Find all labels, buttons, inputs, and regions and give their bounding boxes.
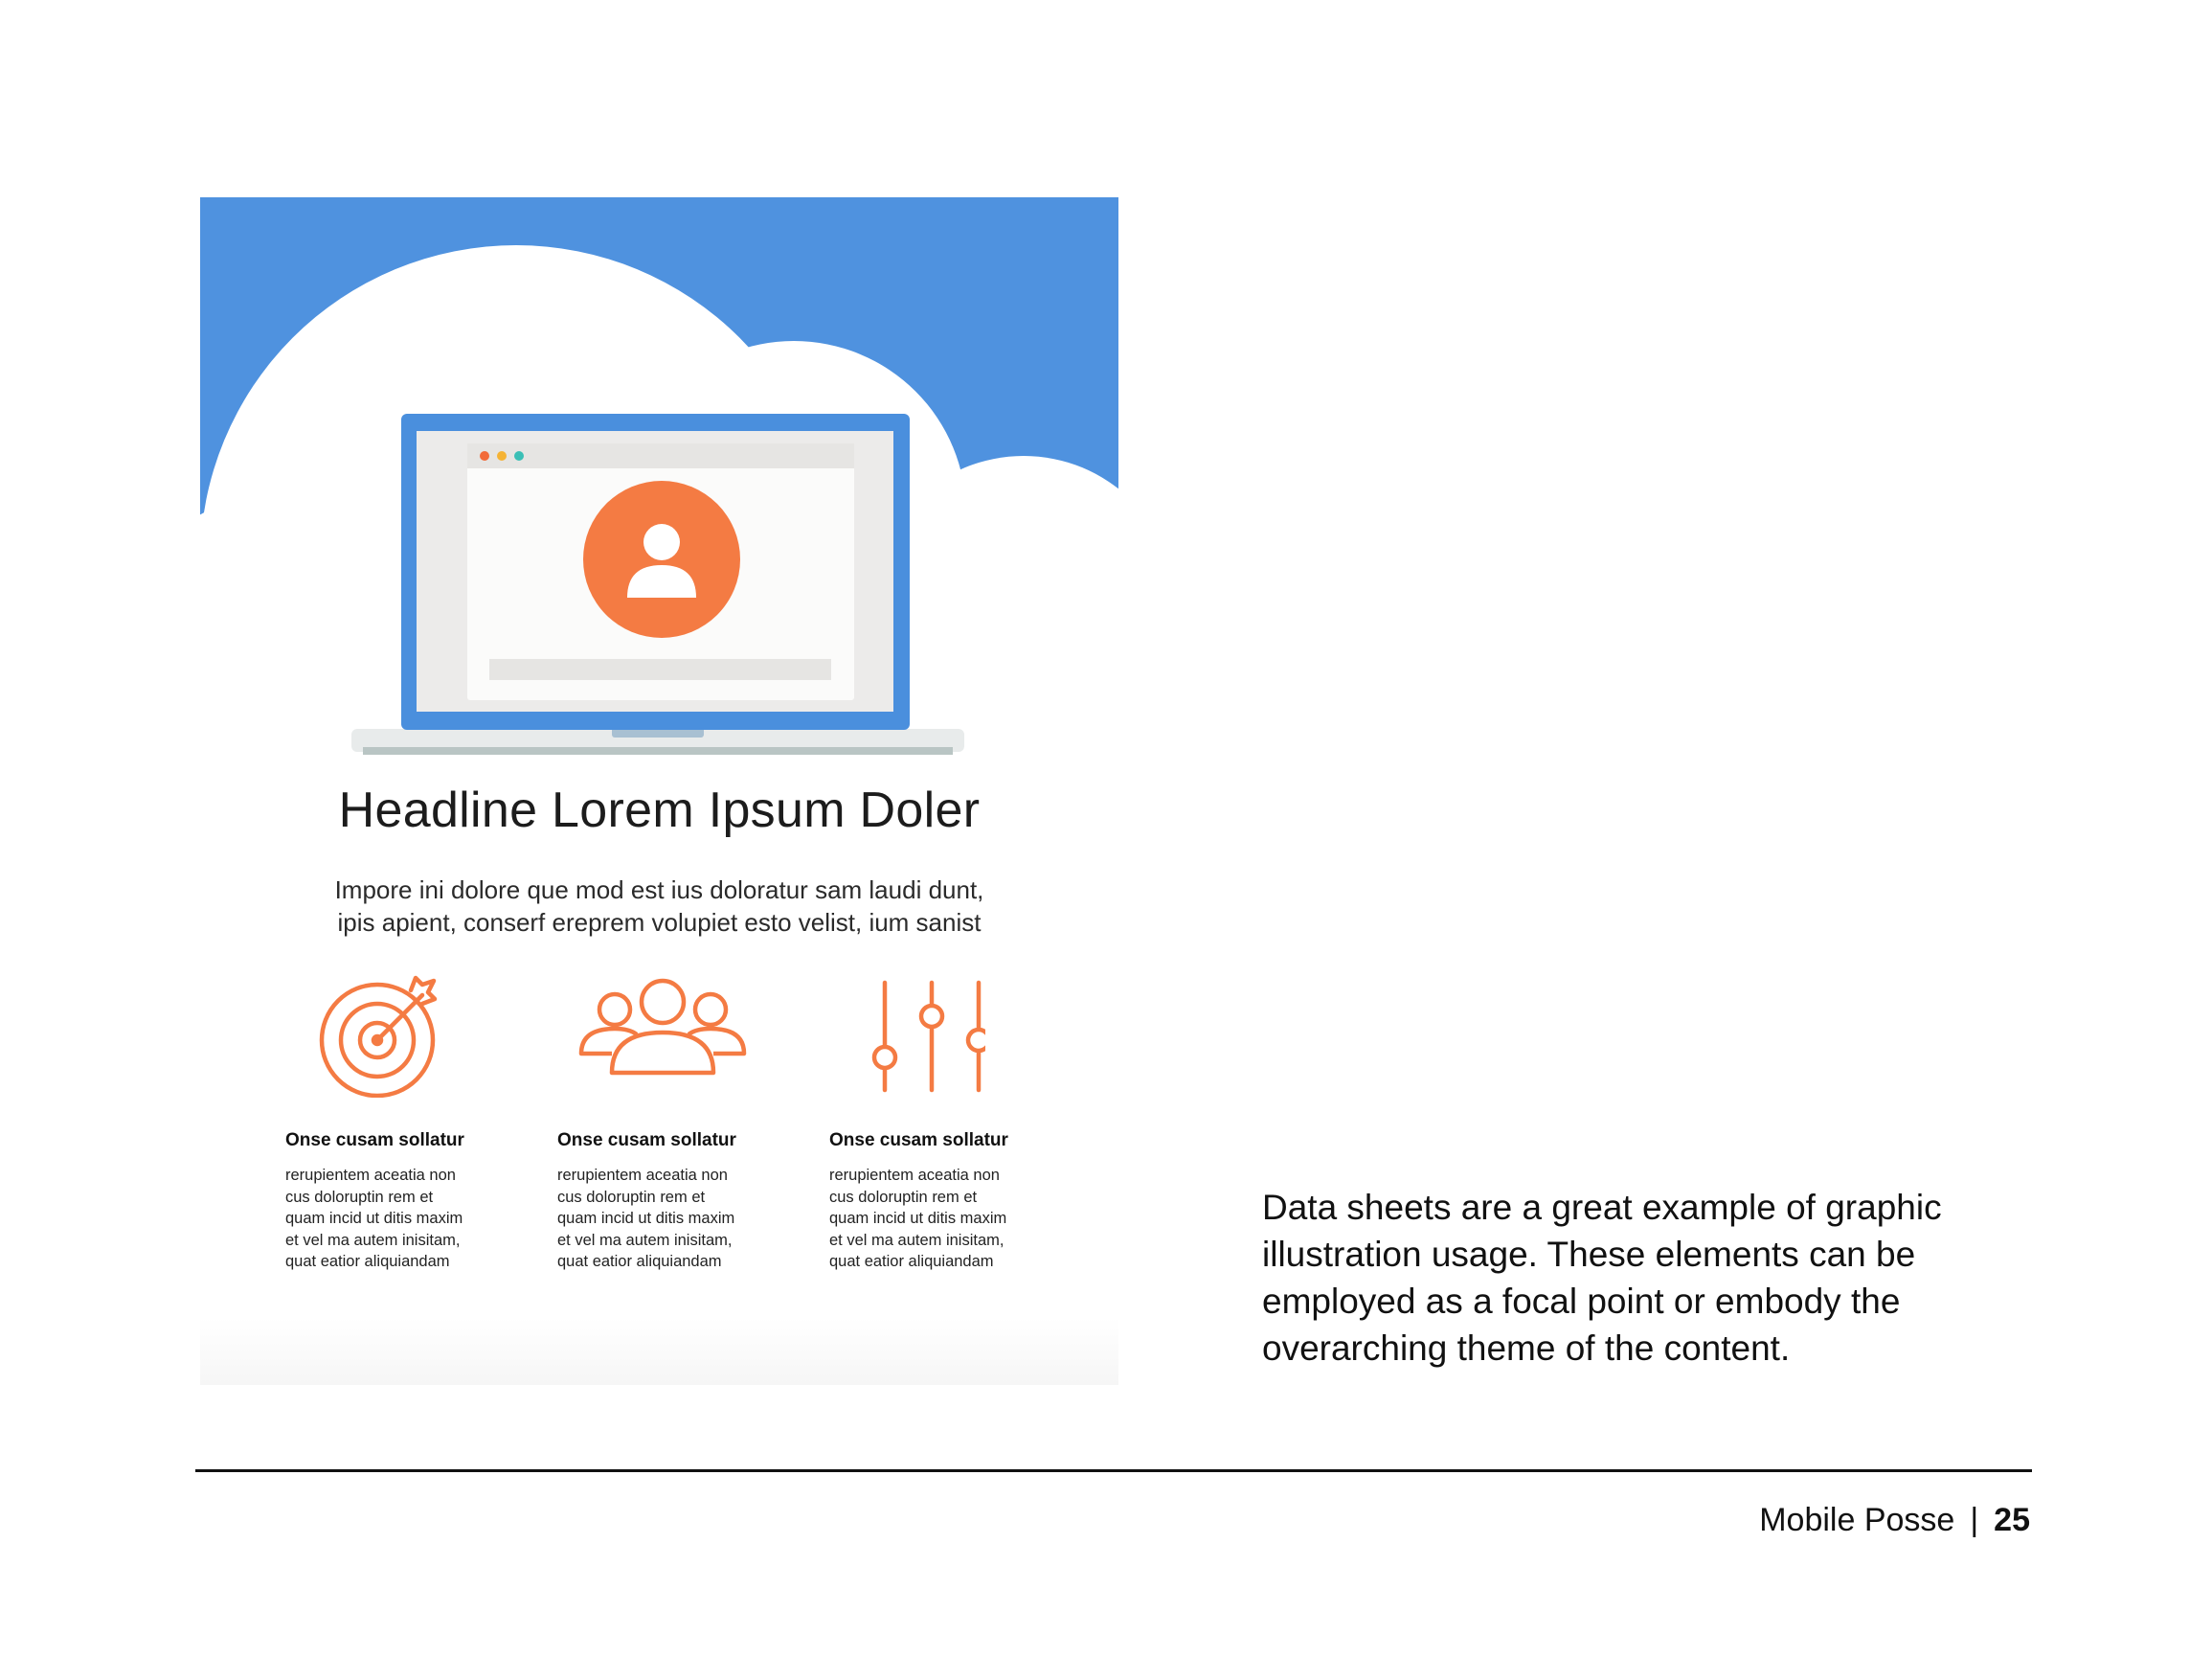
feature-text-line: cus doloruptin rem et — [557, 1188, 706, 1206]
data-sheet-example — [200, 197, 1118, 1385]
laptop-illustration — [351, 414, 964, 755]
feature-text-line: cus doloruptin rem et — [285, 1188, 434, 1206]
sheet-headline: Headline Lorem Ipsum Doler — [338, 783, 981, 838]
feature-text-line: rerupientem aceatia non — [829, 1167, 1000, 1184]
feature-text-line: quam incid ut ditis maxim — [557, 1210, 735, 1227]
feature-text-line: rerupientem aceatia non — [557, 1167, 728, 1184]
feature-title: Onse cusam sollatur — [557, 1130, 736, 1150]
footer-divider — [195, 1469, 2032, 1472]
feature-text-line: et vel ma autem inisitam, — [829, 1231, 1004, 1249]
feature-target — [315, 964, 545, 1098]
window-dot-red — [480, 451, 489, 461]
caption-line: Data sheets are a great example of graphic — [1262, 1188, 1942, 1227]
feature-text-line: quat eatior aliquiandam — [285, 1253, 450, 1270]
feature-group — [572, 964, 801, 1098]
feature-text-line: quat eatior aliquiandam — [557, 1253, 722, 1270]
sliders-icon — [851, 964, 985, 1098]
feature-title: Onse cusam sollatur — [829, 1130, 1008, 1150]
intro-line: ipis apient, conserf ereprem volupiet esto velist, ium sanist — [337, 908, 982, 937]
feature-text — [557, 1165, 787, 1273]
caption-line: illustration usage. These elements can be — [1262, 1235, 1916, 1274]
feature-sliders — [851, 964, 1081, 1098]
feature-text-line: quam incid ut ditis maxim — [829, 1210, 1007, 1227]
target-icon — [315, 964, 440, 1098]
caption-line: employed as a focal point or embody the — [1262, 1282, 1901, 1321]
intro-line: Impore ini dolore que mod est ius doloratur sam laudi dunt, — [334, 875, 984, 904]
feature-text-line: et vel ma autem inisitam, — [557, 1231, 733, 1249]
feature-text-line: quat eatior aliquiandam — [829, 1253, 994, 1270]
footer-separator: | — [1970, 1502, 1979, 1538]
sheet-intro — [200, 874, 1118, 939]
feature-title: Onse cusam sollatur — [285, 1130, 464, 1150]
feature-text-line: et vel ma autem inisitam, — [285, 1231, 461, 1249]
placeholder-bar — [489, 659, 831, 680]
feature-text-line: cus doloruptin rem et — [829, 1188, 978, 1206]
footer-brand: Mobile Posse — [1759, 1502, 1955, 1538]
group-icon — [572, 964, 754, 1098]
page-footer — [1759, 1502, 2030, 1539]
feature-text — [285, 1165, 515, 1273]
cloud-laptop-illustration — [200, 197, 1118, 762]
caption-line: overarching theme of the content. — [1262, 1328, 1791, 1368]
caption-paragraph — [1262, 1184, 2047, 1372]
window-dot-yellow — [497, 451, 507, 461]
page-number: 25 — [1994, 1502, 2030, 1538]
window-dot-teal — [514, 451, 524, 461]
feature-text-line: quam incid ut ditis maxim — [285, 1210, 463, 1227]
feature-text — [829, 1165, 1059, 1273]
feature-text-line: rerupientem aceatia non — [285, 1167, 456, 1184]
